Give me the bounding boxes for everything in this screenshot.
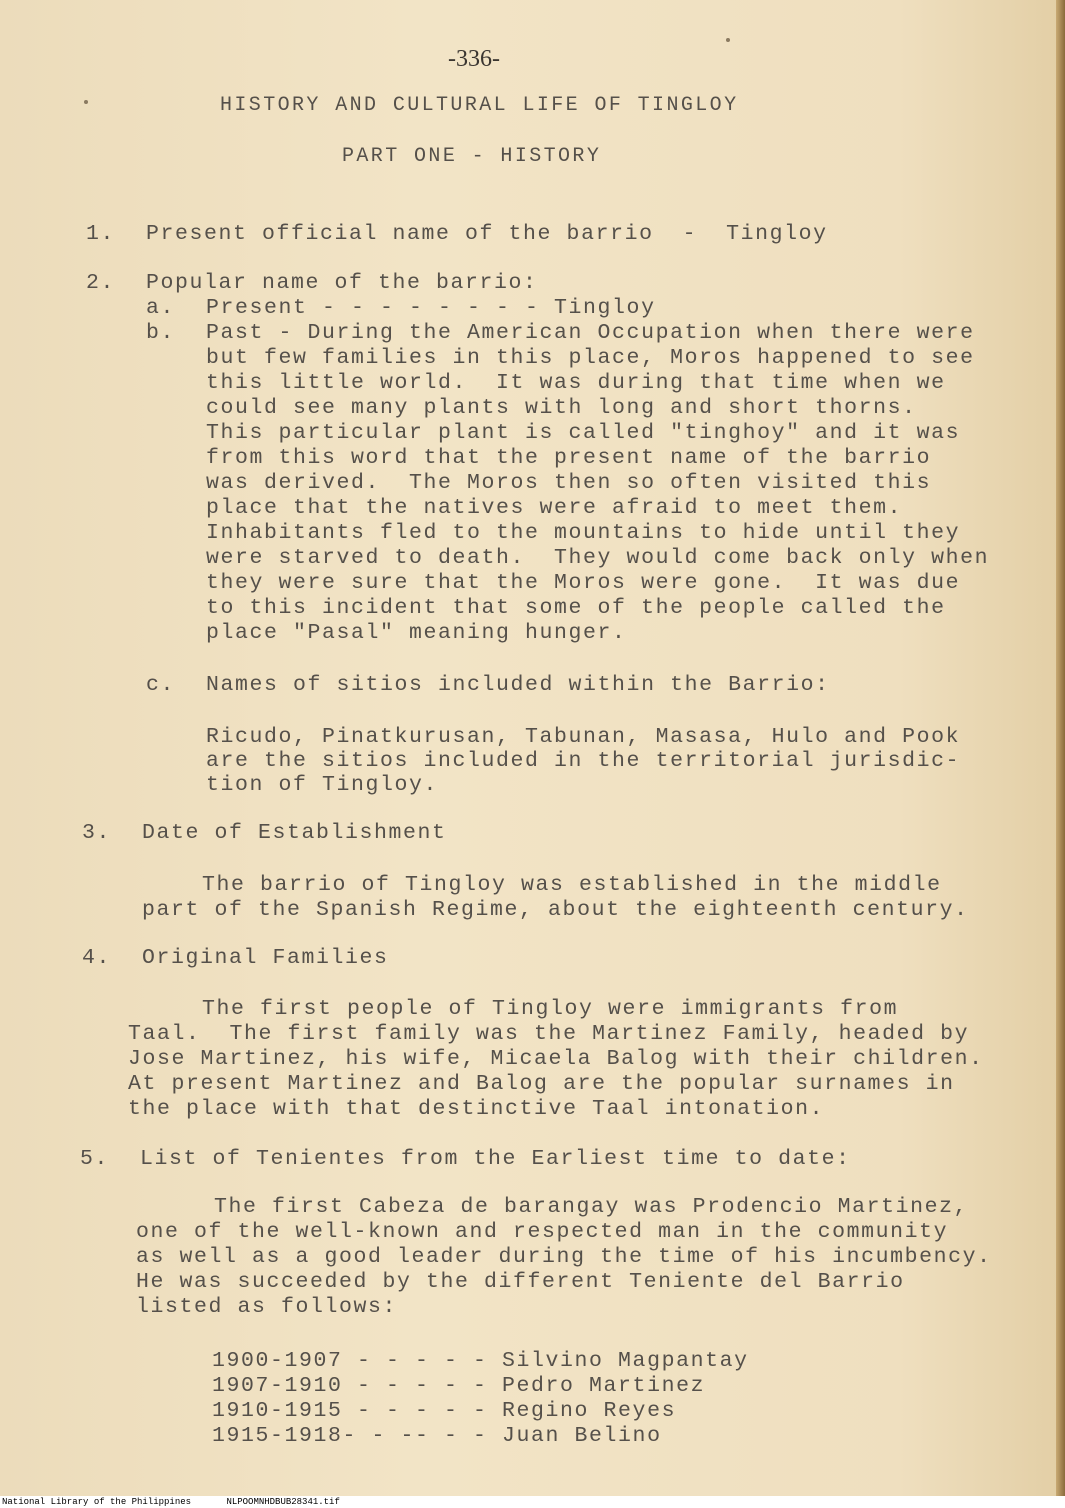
item-b-label: b. [146, 321, 176, 345]
item-c-line: are the sitios included in the territorial jurisdic- [206, 749, 961, 773]
item-c-text: Names of sitios included within the Barrio: [206, 673, 830, 697]
section-3-line: The barrio of Tingloy was established in the middle [202, 873, 942, 897]
section-1-text: Present official name of the barrio - Tingloy [146, 222, 828, 246]
section-4-line: Taal. The first family was the Martinez Family, headed by [128, 1022, 970, 1046]
item-b-line: this little world. It was during that time when we [206, 371, 946, 395]
page-number: -336- [448, 46, 500, 72]
teniente-entry: 1907-1910 - - - - - Pedro Martinez [212, 1374, 706, 1398]
section-4-line: At present Martinez and Balog are the popular surnames in [128, 1072, 955, 1096]
item-b-line: place "Pasal" meaning hunger. [206, 621, 627, 645]
item-b-line: from this word that the present name of the barrio [206, 446, 932, 470]
section-3-text: Date of Establishment [142, 821, 447, 845]
section-2-text: Popular name of the barrio: [146, 271, 538, 295]
item-c-label: c. [146, 673, 176, 697]
section-5-line: He was succeeded by the different Teniente del Barrio [136, 1270, 905, 1294]
part-heading: PART ONE - HISTORY [342, 145, 602, 168]
item-c-line: Ricudo, Pinatkurusan, Tabunan, Masasa, Hulo and Pook [206, 725, 961, 749]
teniente-entry: 1915-1918- - -- - - Juan Belino [212, 1424, 662, 1448]
item-b-line: they were sure that the Moros were gone. It was due [206, 571, 961, 595]
speck [726, 38, 730, 42]
section-1-number: 1. [86, 222, 116, 246]
item-b-line: were starved to death. They would come back only when [206, 546, 990, 570]
section-4-text: Original Families [142, 946, 389, 970]
section-5-number: 5. [80, 1147, 110, 1171]
item-b-line: Inhabitants fled to the mountains to hide until they [206, 521, 961, 545]
item-c-line: tion of Tingloy. [206, 773, 439, 797]
section-2-number: 2. [86, 271, 116, 295]
item-b-line: to this incident that some of the people called the [206, 596, 946, 620]
section-5-line: one of the well-known and respected man in the community [136, 1220, 949, 1244]
item-b-line: Past - During the American Occupation when there were [206, 321, 975, 345]
section-5-line: listed as follows: [136, 1295, 398, 1319]
item-a-label: a. [146, 296, 176, 320]
document-title: HISTORY AND CULTURAL LIFE OF TINGLOY [220, 94, 739, 117]
section-5-line: as well as a good leader during the time of his incumbency. [136, 1245, 992, 1269]
scan-footer [0, 1496, 1065, 1508]
item-b-line: was derived. The Moros then so often visited this [206, 471, 932, 495]
section-4-number: 4. [82, 946, 112, 970]
speck [84, 100, 88, 104]
section-3-number: 3. [82, 821, 112, 845]
item-b-line: but few families in this place, Moros happened to see [206, 346, 975, 370]
item-a-text: Present - - - - - - - - Tingloy [206, 296, 656, 320]
teniente-entry: 1910-1915 - - - - - Regino Reyes [212, 1399, 677, 1423]
section-5-line: The first Cabeza de barangay was Prodencio Martinez, [214, 1195, 969, 1219]
section-4-line: the place with that destinctive Taal intonation. [128, 1097, 825, 1121]
item-b-line: This particular plant is called "tinghoy" and it was [206, 421, 961, 445]
section-3-line: part of the Spanish Regime, about the eighteenth century. [142, 898, 969, 922]
item-b-line: could see many plants with long and short thorns. [206, 396, 917, 420]
section-5-text: List of Tenientes from the Earliest time to date: [140, 1147, 851, 1171]
page-edge [1056, 0, 1065, 1508]
section-4-line: Jose Martinez, his wife, Micaela Balog with their children. [128, 1047, 984, 1071]
section-4-line: The first people of Tingloy were immigrants from [202, 997, 899, 1021]
teniente-entry: 1900-1907 - - - - - Silvino Magpantay [212, 1349, 749, 1373]
item-b-line: place that the natives were afraid to meet them. [206, 496, 903, 520]
footer-library: National Library of the Philippines [2, 1497, 192, 1507]
footer-filename: NLPOOMNHDBUB28341.tif [226, 1497, 340, 1507]
